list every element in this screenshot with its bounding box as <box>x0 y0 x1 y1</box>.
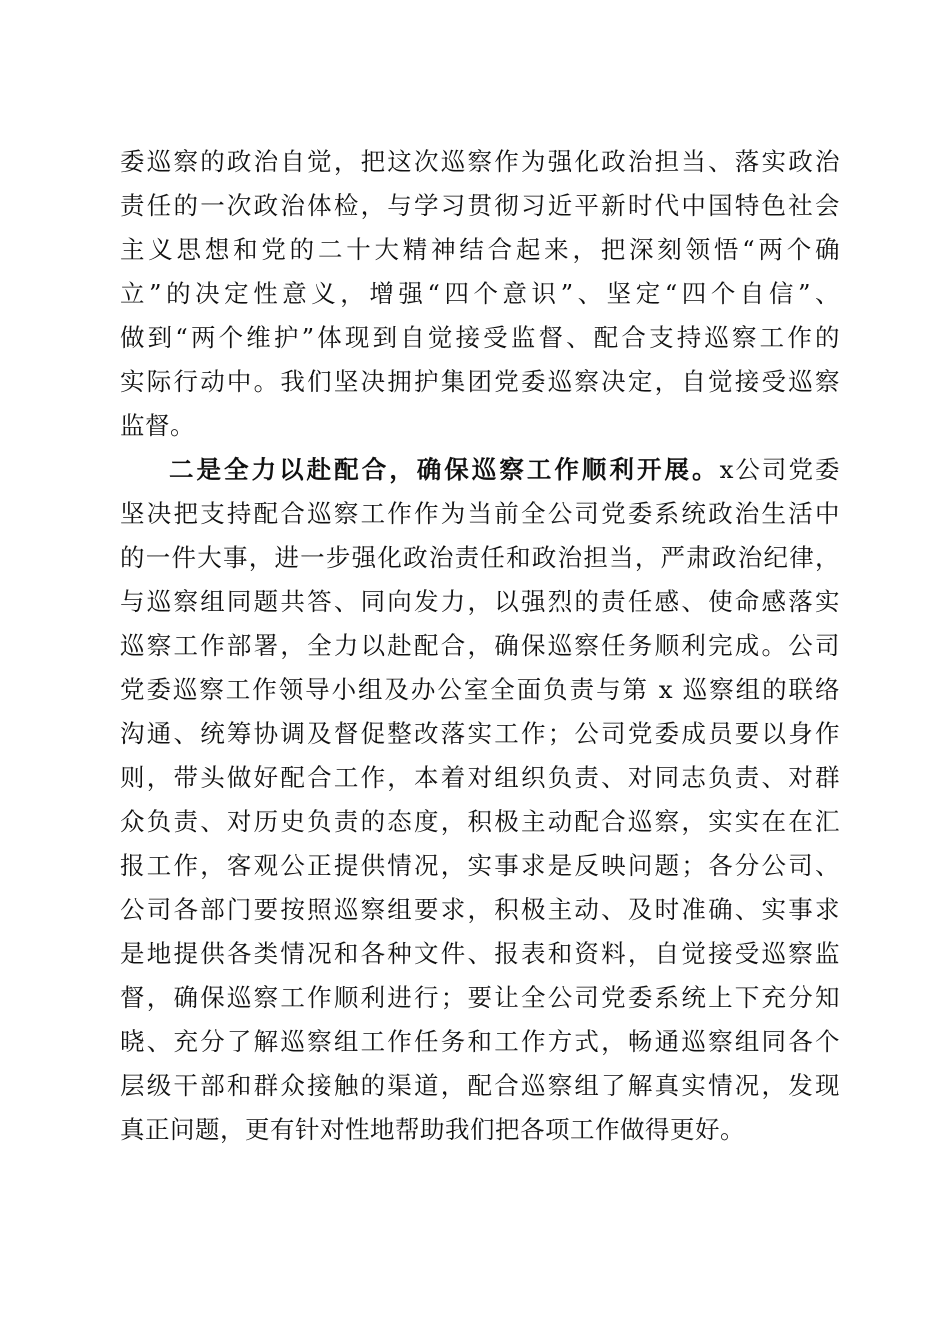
body-text <box>120 140 840 1152</box>
paragraph-1 <box>120 140 840 448</box>
paragraph-line: 众负责、对历史负责的态度，积极主动配合巡察，实实在在汇 <box>120 807 840 836</box>
paragraph-line: 的一件大事，进一步强化政治责任和政治担当，严肃政治纪律， <box>120 543 840 572</box>
paragraph-line: 监督。 <box>120 411 195 440</box>
paragraph-line: 实际行动中。我们坚决拥护集团党委巡察决定，自觉接受巡察 <box>120 367 840 396</box>
paragraph-line: 坚决把支持配合巡察工作作为当前全公司党委系统政治生活中 <box>120 499 840 528</box>
paragraph-line: 责任的一次政治体检，与学习贯彻习近平新时代中国特色社会 <box>120 191 840 220</box>
paragraph-line: 党委巡察工作领导小组及办公室全面负责与第 x 巡察组的联络 <box>120 675 840 704</box>
paragraph-line: 主义思想和党的二十大精神结合起来，把深刻领悟“两个确 <box>120 235 840 264</box>
paragraph-line: 巡察工作部署，全力以赴配合，确保巡察任务顺利完成。公司 <box>120 631 840 660</box>
paragraph-line: 则，带头做好配合工作，本着对组织负责、对同志负责、对群 <box>120 763 840 792</box>
paragraph-line: 做到“两个维护”体现到自觉接受监督、配合支持巡察工作的 <box>120 323 840 352</box>
section-heading: 二是全力以赴配合，确保巡察工作顺利开展。 <box>169 455 720 484</box>
paragraph-line: 晓、充分了解巡察组工作任务和工作方式，畅通巡察组同各个 <box>120 1027 840 1056</box>
paragraph-line: 立”的决定性意义，增强“四个意识”、坚定“四个自信”、 <box>120 279 840 308</box>
paragraph-first-line <box>120 448 840 492</box>
paragraph-line: 真正问题，更有针对性地帮助我们把各项工作做得更好。 <box>120 1115 745 1144</box>
paragraph-line: 报工作，客观公正提供情况，实事求是反映问题；各分公司、 <box>120 851 840 880</box>
paragraph-line: 委巡察的政治自觉，把这次巡察作为强化政治担当、落实政治 <box>120 147 840 176</box>
paragraph-line: 公司各部门要按照巡察组要求，积极主动、及时准确、实事求 <box>120 895 840 924</box>
paragraph-line: 层级干部和群众接触的渠道，配合巡察组了解真实情况，发现 <box>120 1071 840 1100</box>
heading-continuation: x公司党委 <box>719 455 840 484</box>
paragraph-line: 沟通、统筹协调及督促整改落实工作；公司党委成员要以身作 <box>120 719 840 748</box>
paragraph-2 <box>120 448 840 1152</box>
paragraph-line: 督，确保巡察工作顺利进行；要让全公司党委系统上下充分知 <box>120 983 840 1012</box>
paragraph-line: 是地提供各类情况和各种文件、报表和资料，自觉接受巡察监 <box>120 939 840 968</box>
paragraph-line: 与巡察组同题共答、同向发力，以强烈的责任感、使命感落实 <box>120 587 840 616</box>
